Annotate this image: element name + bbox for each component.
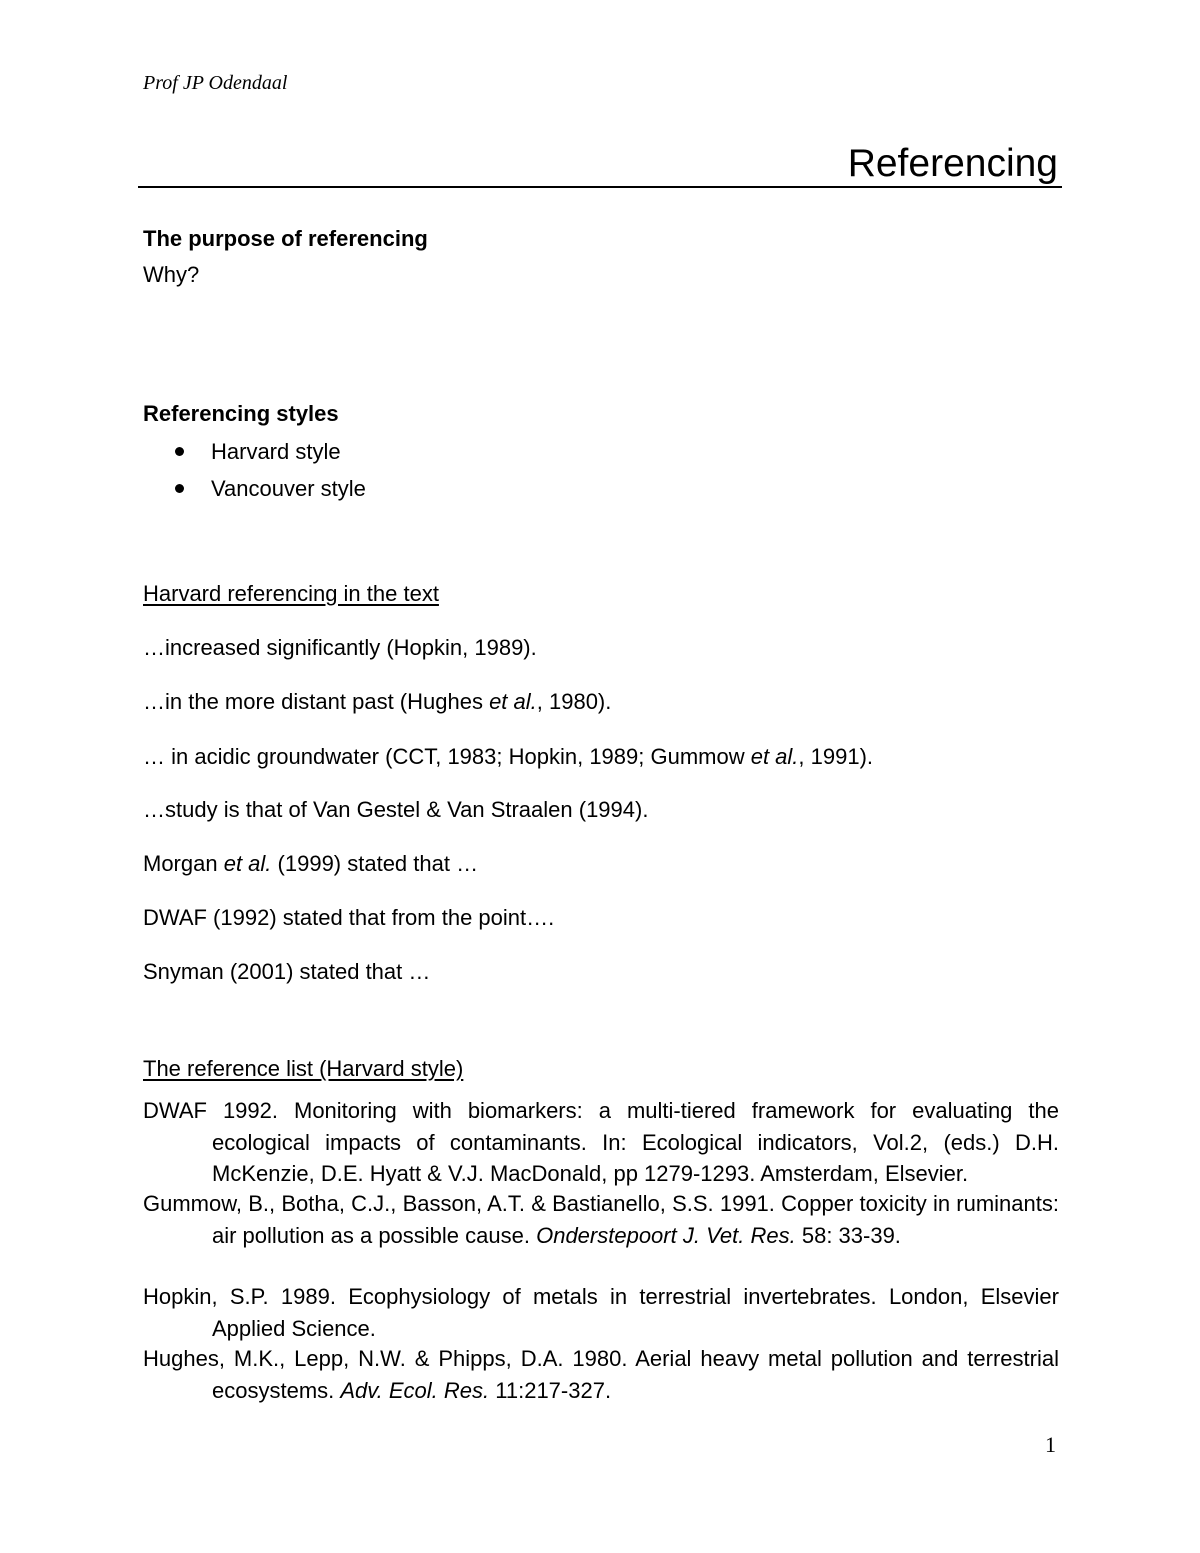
reference-entry — [143, 1188, 1059, 1251]
page-number: 1 — [1045, 1432, 1056, 1457]
styles-list — [143, 433, 1058, 507]
example-text: Morgan — [143, 851, 224, 876]
example-text: DWAF (1992) stated that from the point…. — [143, 905, 555, 930]
example-italic: et al. — [223, 851, 272, 876]
page-header-author: Prof JP Odendaal — [143, 72, 288, 94]
document-title: Referencing — [847, 142, 1058, 185]
bullet-icon — [175, 484, 184, 493]
reference-entry — [143, 1095, 1059, 1190]
reference-text: Gummow, B., Botha, C.J., Basson, A.T. & Bastianello, S.S. 1991. Copper toxicity in ruminants: air pollution as a possible cause. — [143, 1191, 1059, 1248]
example-text: , 1991). — [798, 744, 874, 769]
reference-entry — [143, 1281, 1059, 1344]
example-italic: et al. — [489, 689, 537, 714]
reference-journal: Adv. Ecol. Res. — [340, 1377, 490, 1403]
example-text: …increased significantly (Hopkin, 1989). — [143, 635, 537, 660]
in-text-example — [143, 904, 554, 932]
example-text: (1999) stated that … — [271, 851, 479, 876]
reference-text: DWAF 1992. Monitoring with biomarkers: a multi-tiered framework for evaluating the ecological impacts of contaminants. In: Ecological indicators, Vol.2, (eds.) D.H. McKenzie, D.E. Hyatt & V.J. MacDonald, pp 1279-1293. Amsterdam, Elsevier. — [143, 1098, 1059, 1186]
purpose-heading: The purpose of referencing — [143, 226, 428, 251]
example-italic: et al. — [750, 744, 799, 769]
example-text: …study is that of Van Gestel & Van Straalen (1994). — [143, 797, 649, 822]
list-item-label: Vancouver style — [211, 476, 366, 501]
in-text-example — [143, 688, 611, 716]
in-text-example — [143, 743, 873, 771]
example-text: Snyman (2001) stated that … — [143, 959, 431, 984]
in-text-example — [143, 634, 537, 662]
reference-text: 58: 33-39. — [795, 1222, 901, 1248]
list-item-label: Harvard style — [211, 439, 341, 464]
purpose-question: Why? — [143, 262, 200, 287]
title-divider — [138, 186, 1062, 188]
list-item — [143, 433, 1058, 470]
reference-list-heading: The reference list (Harvard style) — [143, 1056, 464, 1081]
reference-text: 11:217-327. — [489, 1377, 612, 1403]
list-item — [143, 470, 1058, 507]
reference-entry — [143, 1343, 1059, 1406]
example-text: …in the more distant past (Hughes — [143, 689, 490, 714]
reference-text: Hopkin, S.P. 1989. Ecophysiology of metals in terrestrial invertebrates. London, Elsevier Applied Science. — [143, 1284, 1059, 1341]
in-text-heading: Harvard referencing in the text — [143, 581, 439, 606]
example-text: … in acidic groundwater (CCT, 1983; Hopkin, 1989; Gummow — [143, 744, 751, 769]
bullet-icon — [175, 447, 184, 456]
example-text: , 1980). — [536, 689, 612, 714]
reference-journal: Onderstepoort J. Vet. Res. — [536, 1222, 796, 1248]
in-text-example — [143, 850, 478, 878]
in-text-example — [143, 958, 430, 986]
in-text-example — [143, 796, 648, 824]
styles-heading: Referencing styles — [143, 401, 339, 426]
reference-text: Hughes, M.K., Lepp, N.W. & Phipps, D.A. 1980. Aerial heavy metal pollution and terrestrial ecosystems. — [143, 1346, 1059, 1403]
